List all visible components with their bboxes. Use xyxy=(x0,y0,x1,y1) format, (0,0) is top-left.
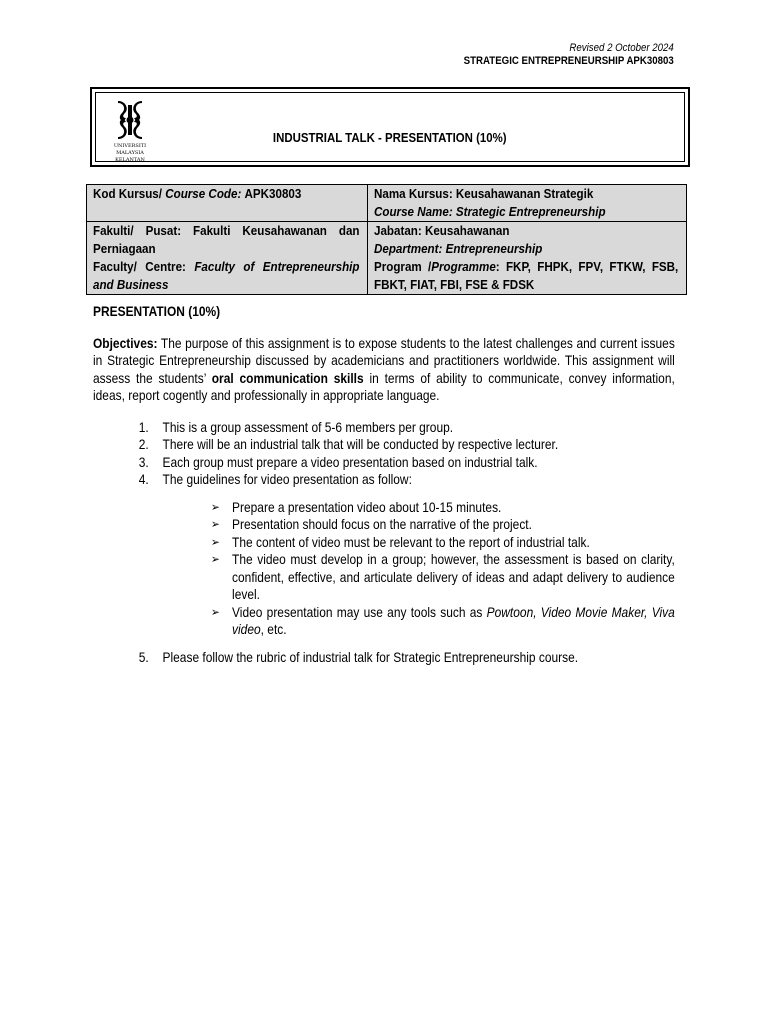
revision-date: Revised 2 October 2024 xyxy=(569,42,674,54)
arrow-bullet-icon: ➢ xyxy=(210,499,220,514)
instructions-list-continued xyxy=(93,649,675,667)
logo-text-1: UNIVERSITI xyxy=(113,143,147,149)
assignment-content xyxy=(93,303,675,666)
arrow-bullet-icon: ➢ xyxy=(210,517,220,531)
table-row xyxy=(87,222,687,295)
list-item: 3. Each group must prepare a video presentation based on industrial talk. xyxy=(138,454,538,470)
course-name-cell: Nama Kursus: Keusahawanan Strategik Course Name: Strategic Entrepreneurship xyxy=(368,185,687,222)
arrow-bullet-icon: ➢ xyxy=(210,534,220,549)
guideline-item: ➢ Presentation should focus on the narrative of the project. xyxy=(210,517,532,532)
table-row xyxy=(87,185,687,222)
course-info-table xyxy=(86,184,687,295)
arrow-bullet-icon: ➢ xyxy=(210,552,220,566)
arrow-bullet-icon: ➢ xyxy=(210,604,220,619)
course-code-header: STRATEGIC ENTREPRENEURSHIP APK30803 xyxy=(463,55,674,67)
list-item: 4. The guidelines for video presentation as follow: xyxy=(138,472,412,487)
list-item: 2. There will be an industrial talk that will be conducted by respective lecturer. xyxy=(138,437,559,452)
instructions-list xyxy=(93,419,675,489)
title-box-inner xyxy=(95,92,685,162)
section-heading: PRESENTATION (10%) xyxy=(93,304,221,319)
title-box xyxy=(90,87,690,167)
logo-text-2: MALAYSIA xyxy=(116,150,144,156)
document-title: INDUSTRIAL TALK - PRESENTATION (10%) xyxy=(273,130,507,145)
guideline-item: ➢ Prepare a presentation video about 10-15 minutes. xyxy=(210,499,502,515)
guideline-item: ➢ Video presentation may use any tools such as Powtoon, Video Movie Maker, Viva video, etc. xyxy=(210,604,675,637)
faculty-cell: Fakulti/ Pusat: Fakulti Keusahawanan dan Perniagaan Faculty/ Centre: Faculty of Entrepreneurship and Business xyxy=(87,222,368,295)
guideline-item: ➢ The video must develop in a group; however, the assessment is based on clarity, confident, effective, and articulate delivery of ideas and adapt delivery to audience level. xyxy=(210,552,675,602)
department-cell: Jabatan: Keusahawanan Department: Entrepreneurship Program /Programme: FKP, FHPK, FPV, FTKW, FSB, FBKT, FIAT, FBI, FSE & FDSK xyxy=(368,222,687,295)
list-item: 5. Please follow the rubric of industrial talk for Strategic Entrepreneurship course. xyxy=(138,649,579,665)
guidelines-list xyxy=(93,499,675,639)
course-code-cell: Kod Kursus/ Course Code: APK30803 xyxy=(87,185,368,222)
logo-text-3: KELANTAN xyxy=(115,157,145,163)
guideline-item: ➢ The content of video must be relevant to the report of industrial talk. xyxy=(210,534,590,550)
document-header xyxy=(435,42,674,68)
objectives-paragraph: Objectives: The purpose of this assignment is to expose students to the latest challenges and current issues in Strategic Entrepreneurship discussed by academicians and practitioners worldwide. This assignment will assess the students’ oral communication skills in terms of ability to communicate, convey information, ideas, report cogently and professionally in appropriate language. xyxy=(93,335,675,403)
list-item: 1. This is a group assessment of 5-6 members per group. xyxy=(138,419,454,435)
